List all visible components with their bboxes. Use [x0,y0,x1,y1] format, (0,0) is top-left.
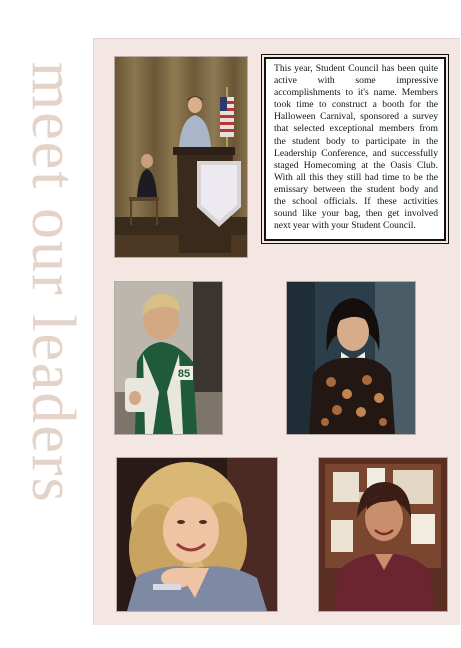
photo-student-letterman-jacket [115,282,222,434]
page-title-vertical: meet our leaders [19,62,87,504]
jersey-number: 85 [177,368,191,380]
photo-student-curly-hair [117,458,277,611]
photo-student-sweater [287,282,415,434]
photo-woman-bulletin-board [319,458,447,611]
photo-podium-speaker [115,57,247,257]
student-council-description: This year, Student Council has been quite active with some impressive accomplishments to it's name. Members took time to construct a booth for the Halloween Carnival, sponsored a survey that selected exceptional members from the student body to participate in the Leadership Conference, and successfully staged Homecoming at the Oasis Club. With all this they still had time to be the emissary between the student body and the school officials. If these activities sound like your bag, then get involved next year with your Student Council. [264,57,446,241]
